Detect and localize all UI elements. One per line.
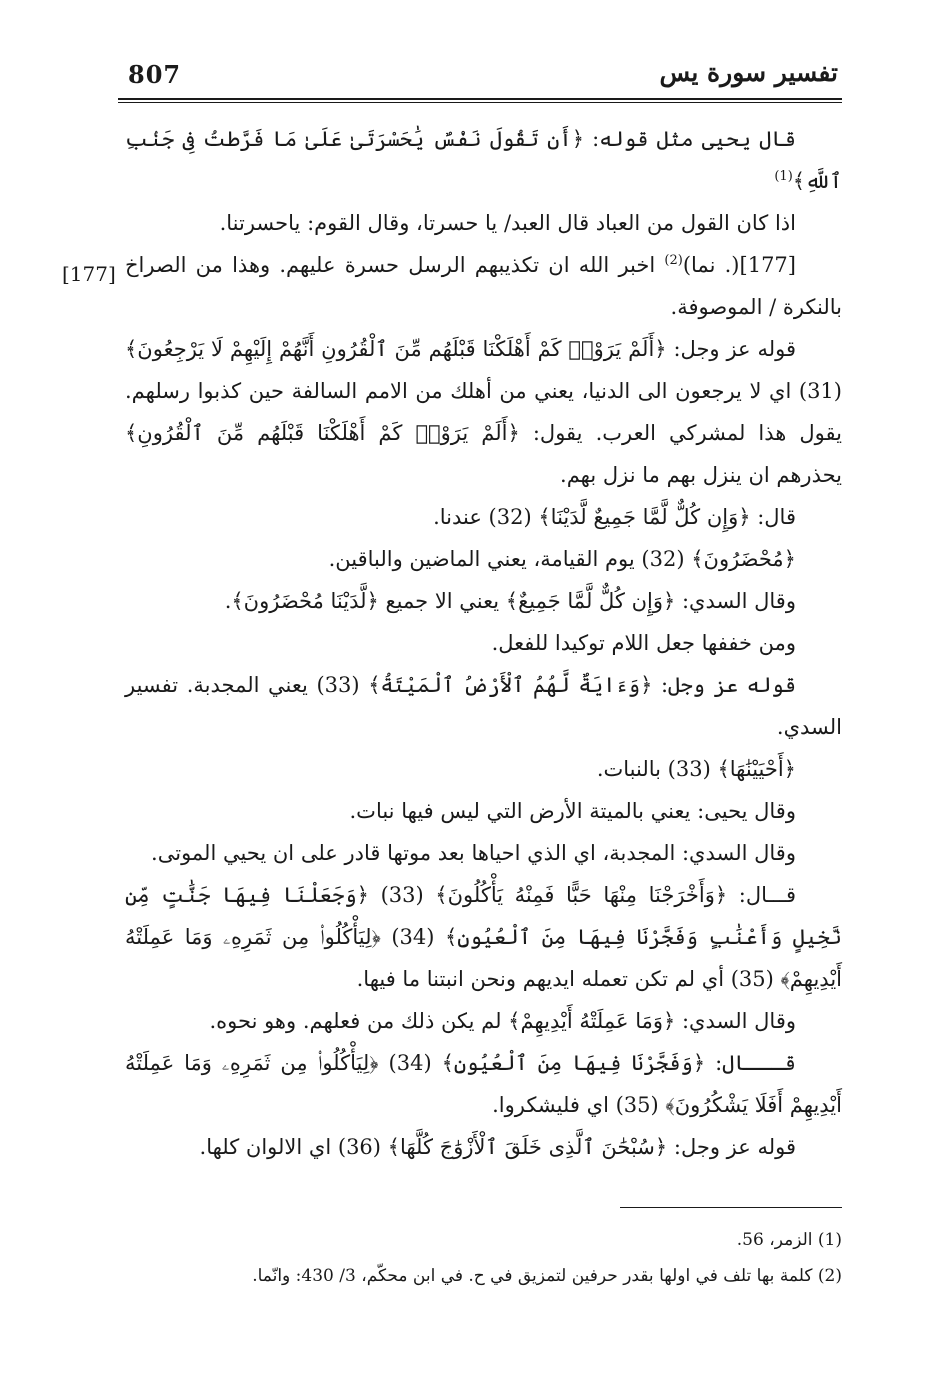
header-rule-thin — [118, 102, 842, 103]
paragraph — [125, 832, 842, 874]
paragraph — [125, 1126, 842, 1168]
footnote-divider — [620, 1207, 842, 1208]
paragraph-text: وقال السدي: ﴿وَإِن كُلٌّ لَّمَّا جَمِيعٌ﴾ يعني الا جميع ﴿لَّدَيْنَا مُحْضَرُونَ﴾. — [224, 589, 796, 613]
paragraph-text: اخبر الله ان تكذيبهم الرسل حسرة عليهم. وهذا من الصراخ بالنكرة / الموصوفة. — [125, 253, 842, 319]
paragraph — [125, 1000, 842, 1042]
header-rule-thick — [118, 98, 842, 100]
paragraph-text: قال يحيى مثل قوله: ﴿أَن تَقُولَ نَفْسٌ يَٰحَسْرَتَىٰ عَلَىٰ مَا فَرَّطتُ فِى جَنۢبِ ٱللَّهِ﴾ — [125, 127, 842, 193]
paragraph-text: وقال السدي: المجدبة، اي الذي احياها بعد موتها قادر على ان يحيي الموتى. — [151, 841, 796, 865]
paragraph-text: قوله عز وجل: ﴿وَءَايَةٌ لَّهُمُ ٱلْأَرْضُ ٱلْمَيْتَةُ﴾ (33) يعني المجدبة. تفسير السدي. — [125, 673, 842, 739]
paragraph — [125, 496, 842, 538]
paragraph — [125, 664, 842, 748]
paragraph-text: [177](. نما) — [682, 253, 796, 277]
paragraph-text: وقال السدي: ﴿وَمَا عَمِلَتْهُ أَيْدِيهِمْ﴾ لم يكن ذلك من فعلهم. وهو نحوه. — [209, 1009, 796, 1033]
margin-reference: [177] — [62, 262, 116, 286]
paragraph-text: ﴿مُحْضَرُونَ﴾ (32) يوم القيامة، يعني الماضين والباقين. — [328, 547, 796, 571]
main-text — [125, 118, 842, 1168]
footnote — [125, 1222, 842, 1258]
footnotes — [125, 1222, 842, 1294]
paragraph — [125, 538, 842, 580]
paragraph — [125, 790, 842, 832]
footnote-text: كلمة بها تلف في اولها بقدر حرفين لتمزيق في ح. في ابن محكّم، 3/ 430: وانّما. — [252, 1266, 813, 1286]
paragraph-text: وقال يحيى: يعني بالميتة الأرض التي ليس فيها نبات. — [349, 799, 796, 823]
paragraph — [125, 118, 842, 202]
paragraph — [125, 244, 842, 328]
paragraph-text: قـــال: ﴿وَفَجَّرْنَا فِيهَا مِنَ ٱلْعُيُونِ﴾ (34) ﴿لِيَأْكُلُوا۟ مِن ثَمَرِهِۦ وَمَا عَمِلَتْهُ أَيْدِيهِمْ أَفَلَا يَشْكُرُونَ﴾ (35) اي فليشكروا. — [125, 1051, 842, 1117]
footnote-ref: (2) — [664, 253, 683, 268]
paragraph — [125, 748, 842, 790]
running-title: تفسير سورة يس — [659, 58, 838, 87]
paragraph — [125, 580, 842, 622]
paragraph-text: اذا كان القول من العباد قال العبد/ يا حسرتا، وقال القوم: ياحسرتنا. — [219, 211, 796, 235]
paragraph-text: قال: ﴿وَإِن كُلٌّ لَّمَّا جَمِيعٌ لَّدَيْنَا﴾ (32) عندنا. — [433, 505, 796, 529]
paragraph — [125, 202, 842, 244]
paragraph-text: قوله عز وجل: ﴿سُبْحَٰنَ ٱلَّذِى خَلَقَ ٱلْأَزْوَٰجَ كُلَّهَا﴾ (36) اي الالوان كلها. — [199, 1135, 796, 1159]
paragraph — [125, 328, 842, 496]
footnote-text: الزمر، 56. — [736, 1230, 813, 1250]
paragraph-text: ﴿أَحْيَيْنَٰهَا﴾ (33) بالنبات. — [596, 757, 796, 781]
paragraph-text: قوله عز وجل: ﴿أَلَمْ يَرَوْا۟ كَمْ أَهْلَكْنَا قَبْلَهُم مِّنَ ٱلْقُرُونِ أَنَّهُمْ إِلَيْهِمْ لَا يَرْجِعُونَ﴾ (31) اي لا يرجعون الى الدنيا، يعني من أهلك من الامم السالفة حين كذبوا رسلهم. يقول هذا لمشركي العرب. يقول: ﴿أَلَمْ يَرَوْا۟ كَمْ أَهْلَكْنَا قَبْلَهُم مِّنَ ٱلْقُرُونِ﴾ يحذرهم ان ينزل بهم ما نزل بهم. — [125, 337, 842, 487]
footnote — [125, 1258, 842, 1294]
paragraph — [125, 622, 842, 664]
footnote-ref: (1) — [774, 169, 793, 184]
paragraph-text: ومن خففها جعل اللام توكيدا للفعل. — [491, 631, 796, 655]
footnote-number: (2) — [817, 1266, 842, 1286]
page-header — [118, 58, 842, 98]
paragraph-text: قـــال: ﴿وَأَخْرَجْنَا مِنْهَا حَبًّا فَمِنْهُ يَأْكُلُونَ﴾ (33) ﴿وَجَعَلْنَا فِيهَا جَنَّٰتٍ مِّن نَّخِيلٍ وَأَعْنَٰبٍ وَفَجَّرْنَا فِيهَا مِنَ ٱلْعُيُونِ﴾ (34) ﴿لِيَأْكُلُوا۟ مِن ثَمَرِهِۦ وَمَا عَمِلَتْهُ أَيْدِيهِمْ﴾ (35) أي لم تكن تعمله ايديهم ونحن انبتنا ما فيها. — [125, 883, 842, 991]
paragraph — [125, 874, 842, 1000]
paragraph — [125, 1042, 842, 1126]
page-number: 807 — [128, 60, 182, 89]
footnote-number: (1) — [817, 1230, 842, 1250]
